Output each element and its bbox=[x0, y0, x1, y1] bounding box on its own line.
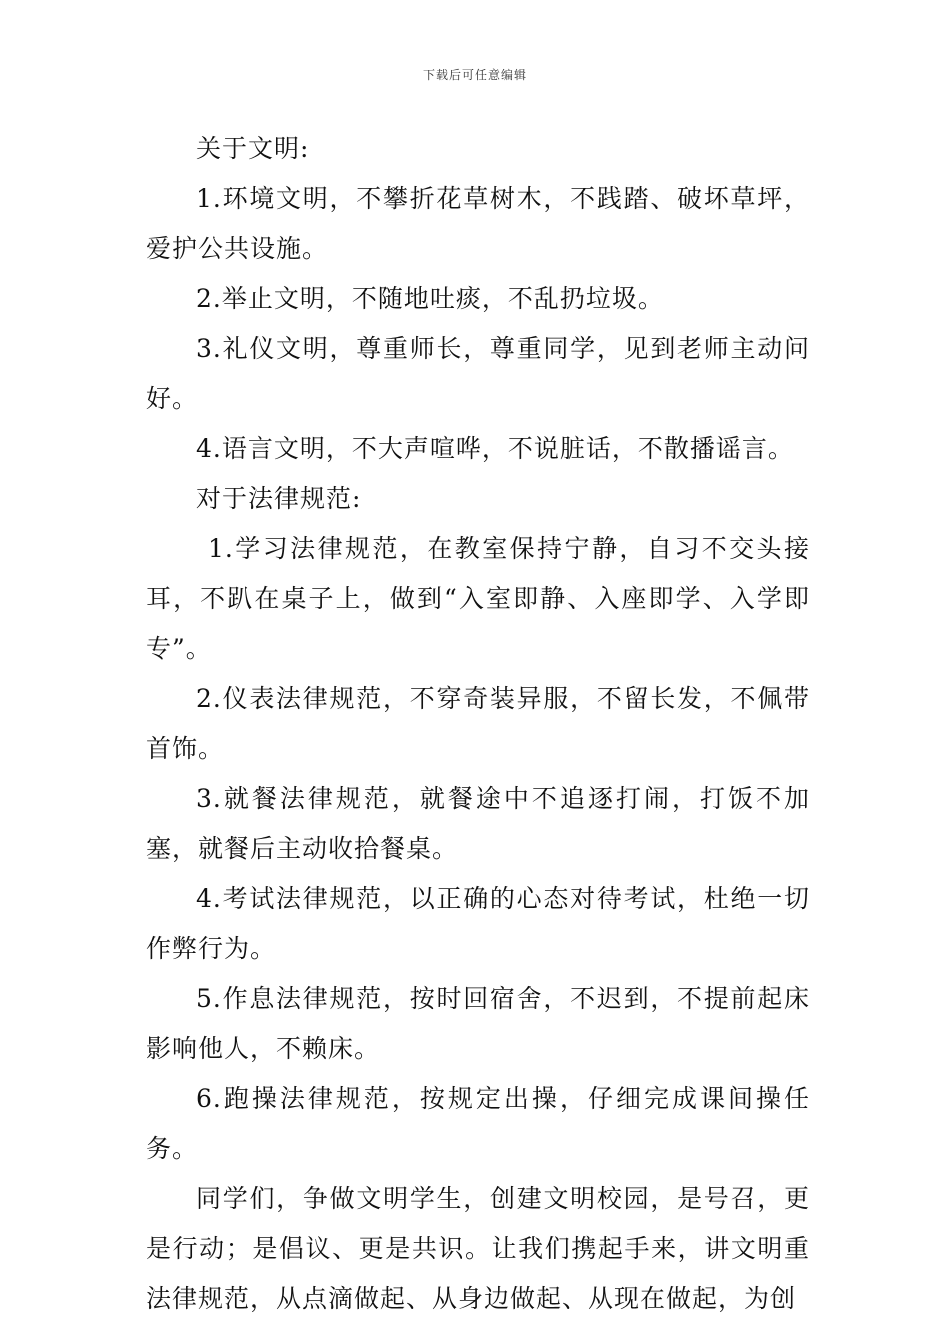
document-body bbox=[146, 124, 810, 1324]
item-language-civility: 4.语言文明，不大声喧哗，不说脏话，不散播谣言。 bbox=[196, 434, 794, 463]
item-schedule-rules: 5.作息法律规范，按时回宿舍，不迟到，不提前起床影响他人，不赖床。 bbox=[146, 984, 810, 1063]
item-etiquette-civility: 3.礼仪文明，尊重师长，尊重同学，见到老师主动问好。 bbox=[146, 334, 810, 413]
item-environment-civility: 1.环境文明，不攀折花草树木，不践踏、破坏草坪，爱护公共设施。 bbox=[146, 184, 810, 263]
closing-paragraph: 同学们，争做文明学生，创建文明校园，是号召，更是行动；是倡议、更是共识。让我们携起手来，讲文明重法律规范，从点滴做起、从身边做起、从现在做起，为创 bbox=[146, 1184, 810, 1313]
heading-civility: 关于文明: bbox=[196, 134, 310, 163]
item-appearance-rules: 2.仪表法律规范，不穿奇装异服，不留长发，不佩带首饰。 bbox=[146, 684, 810, 763]
item-dining-rules: 3.就餐法律规范，就餐途中不追逐打闹，打饭不加塞，就餐后主动收拾餐桌。 bbox=[146, 784, 810, 863]
item-behavior-civility: 2.举止文明，不随地吐痰，不乱扔垃圾。 bbox=[196, 284, 664, 313]
heading-rules: 对于法律规范: bbox=[196, 484, 362, 513]
item-exam-rules: 4.考试法律规范，以正确的心态对待考试，杜绝一切作弊行为。 bbox=[146, 884, 810, 963]
item-exercise-rules: 6.跑操法律规范，按规定出操，仔细完成课间操任务。 bbox=[146, 1084, 810, 1163]
item-study-rules: 1.学习法律规范，在教室保持宁静，自习不交头接耳，不趴在桌子上，做到“入室即静、入座即学、入学即专”。 bbox=[146, 534, 810, 663]
page-header: 下载后可任意编辑 bbox=[422, 68, 527, 82]
